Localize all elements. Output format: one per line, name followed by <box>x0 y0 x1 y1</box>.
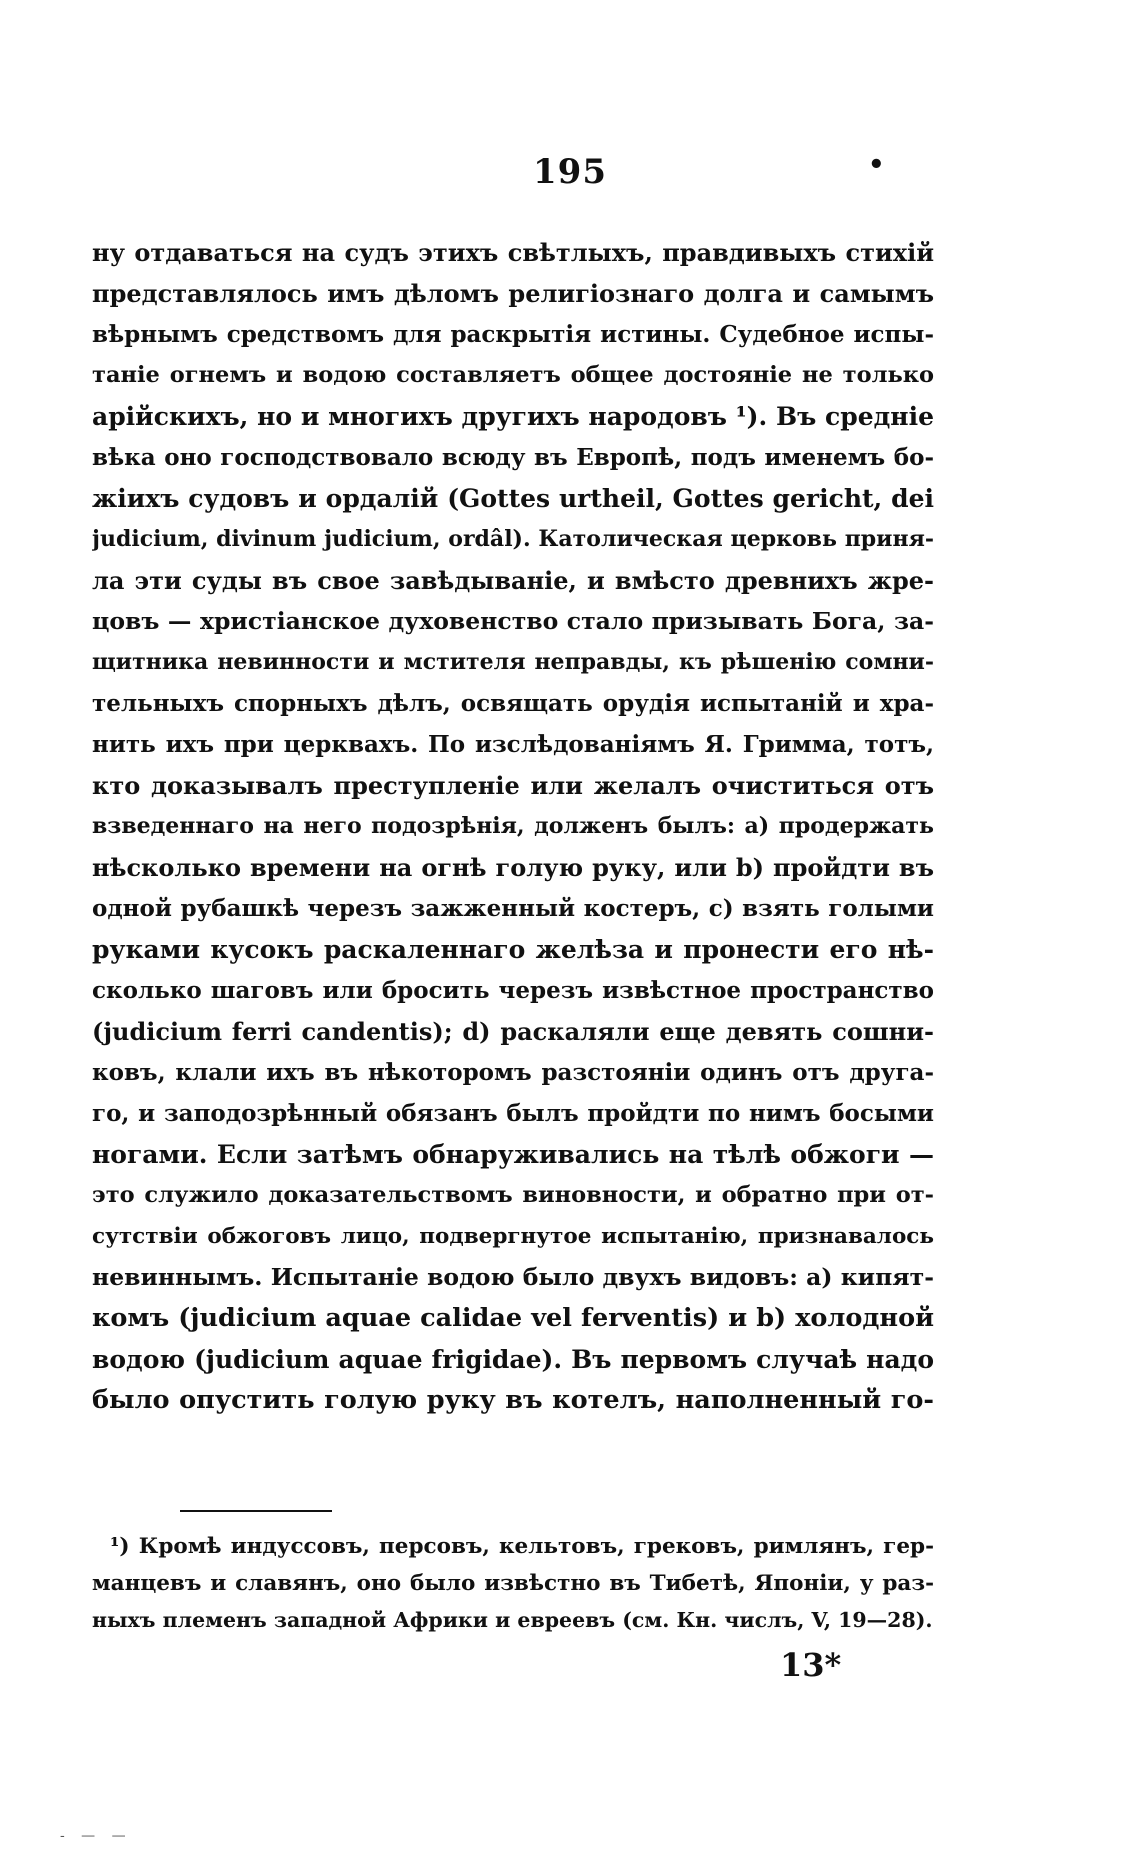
body-line: таніе огнемъ и водою составляетъ общее достояніе не только <box>92 362 934 388</box>
body-line: цовъ — христіанское духовенство стало призывать Бога, за- <box>92 607 934 635</box>
bottom-marks: - — — <box>60 1828 132 1844</box>
body-line: нить ихъ при церквахъ. По изслѣдованіямъ Я. Гримма, тотъ, <box>92 731 934 758</box>
body-line: жіихъ судовъ и ордалій (Gottes urtheil, Gottes gericht, dei <box>92 484 934 513</box>
body-line: комъ (judicium aquae calidae vel ferventis) и b) холодной <box>92 1303 934 1333</box>
corner-mark: • <box>868 150 885 180</box>
body-line: одной рубашкѣ черезъ зажженный костеръ, с) взять голыми <box>92 895 934 922</box>
body-line: было опустить голую руку въ котелъ, наполненный го- <box>92 1385 934 1415</box>
body-line: (judicium ferri candentis); d) раскаляли еще девять сошни- <box>92 1017 934 1046</box>
body-line: ковъ, клали ихъ въ нѣкоторомъ разстояніи одинъ отъ друга- <box>92 1059 934 1086</box>
body-line: это служило доказательствомъ виновности, и обратно при от- <box>92 1182 934 1208</box>
footnotes <box>92 1528 934 1639</box>
body-line: руками кусокъ раскаленнаго желѣза и пронести его нѣ- <box>92 935 934 964</box>
signature-mark: 13* <box>780 1646 842 1684</box>
body-line: кто доказывалъ преступленіе или желалъ очиститься отъ <box>92 771 934 800</box>
body-line: тельныхъ спорныхъ дѣлъ, освящать орудія испытаній и хра- <box>92 690 934 717</box>
body-line: нѣсколько времени на огнѣ голую руку, или b) пройдти въ <box>92 853 934 882</box>
footnote-rule <box>180 1510 332 1512</box>
body-text <box>92 232 934 1421</box>
body-line: го, и заподозрѣнный обязанъ былъ пройдти по нимъ босыми <box>92 1100 934 1127</box>
footnote-line: ныхъ племенъ западной Африки и евреевъ (см. Кн. числъ, V, 19—28). <box>92 1608 933 1632</box>
body-line: сутствіи обжоговъ лицо, подвергнутое испытанію, признавалось <box>92 1224 934 1249</box>
body-line: невиннымъ. Испытаніе водою было двухъ видовъ: а) кипят- <box>92 1263 934 1291</box>
body-line: арійскихъ, но и многихъ другихъ народовъ ¹). Въ средніе <box>92 402 934 431</box>
footnote-line: манцевъ и славянъ, оно было извѣстно въ Тибетѣ, Японіи, у раз- <box>92 1571 934 1596</box>
body-line: щитника невинности и мстителя неправды, къ рѣшенію сомни- <box>92 649 934 675</box>
body-line: вѣрнымъ средствомъ для раскрытія истины. Судебное испы- <box>92 321 934 348</box>
page-number: 195 <box>533 152 607 192</box>
body-line: ну отдаваться на судъ этихъ свѣтлыхъ, правдивыхъ стихій <box>92 238 934 267</box>
body-line: ногами. Если затѣмъ обнаруживались на тѣлѣ обжоги — <box>92 1140 934 1169</box>
body-line: сколько шаговъ или бросить черезъ извѣстное пространство <box>92 977 934 1004</box>
body-line: ла эти суды въ свое завѣдываніе, и вмѣсто древнихъ жре- <box>92 566 934 595</box>
body-line: водою (judicium aquae frigidae). Въ первомъ случаѣ надо <box>92 1345 934 1374</box>
body-line: взведеннаго на него подозрѣнія, долженъ былъ: а) продержать <box>92 813 934 839</box>
body-line: представлялось имъ дѣломъ религіознаго долга и самымъ <box>92 279 934 308</box>
body-line: judicium, divinum judicium, ordâl). Католическая церковь приня- <box>92 526 934 552</box>
footnote-line: ¹) Кромѣ индуссовъ, персовъ, кельтовъ, грековъ, римлянъ, гер- <box>110 1534 934 1559</box>
body-line: вѣка оно господствовало всюду въ Европѣ, подъ именемъ бо- <box>92 444 934 471</box>
